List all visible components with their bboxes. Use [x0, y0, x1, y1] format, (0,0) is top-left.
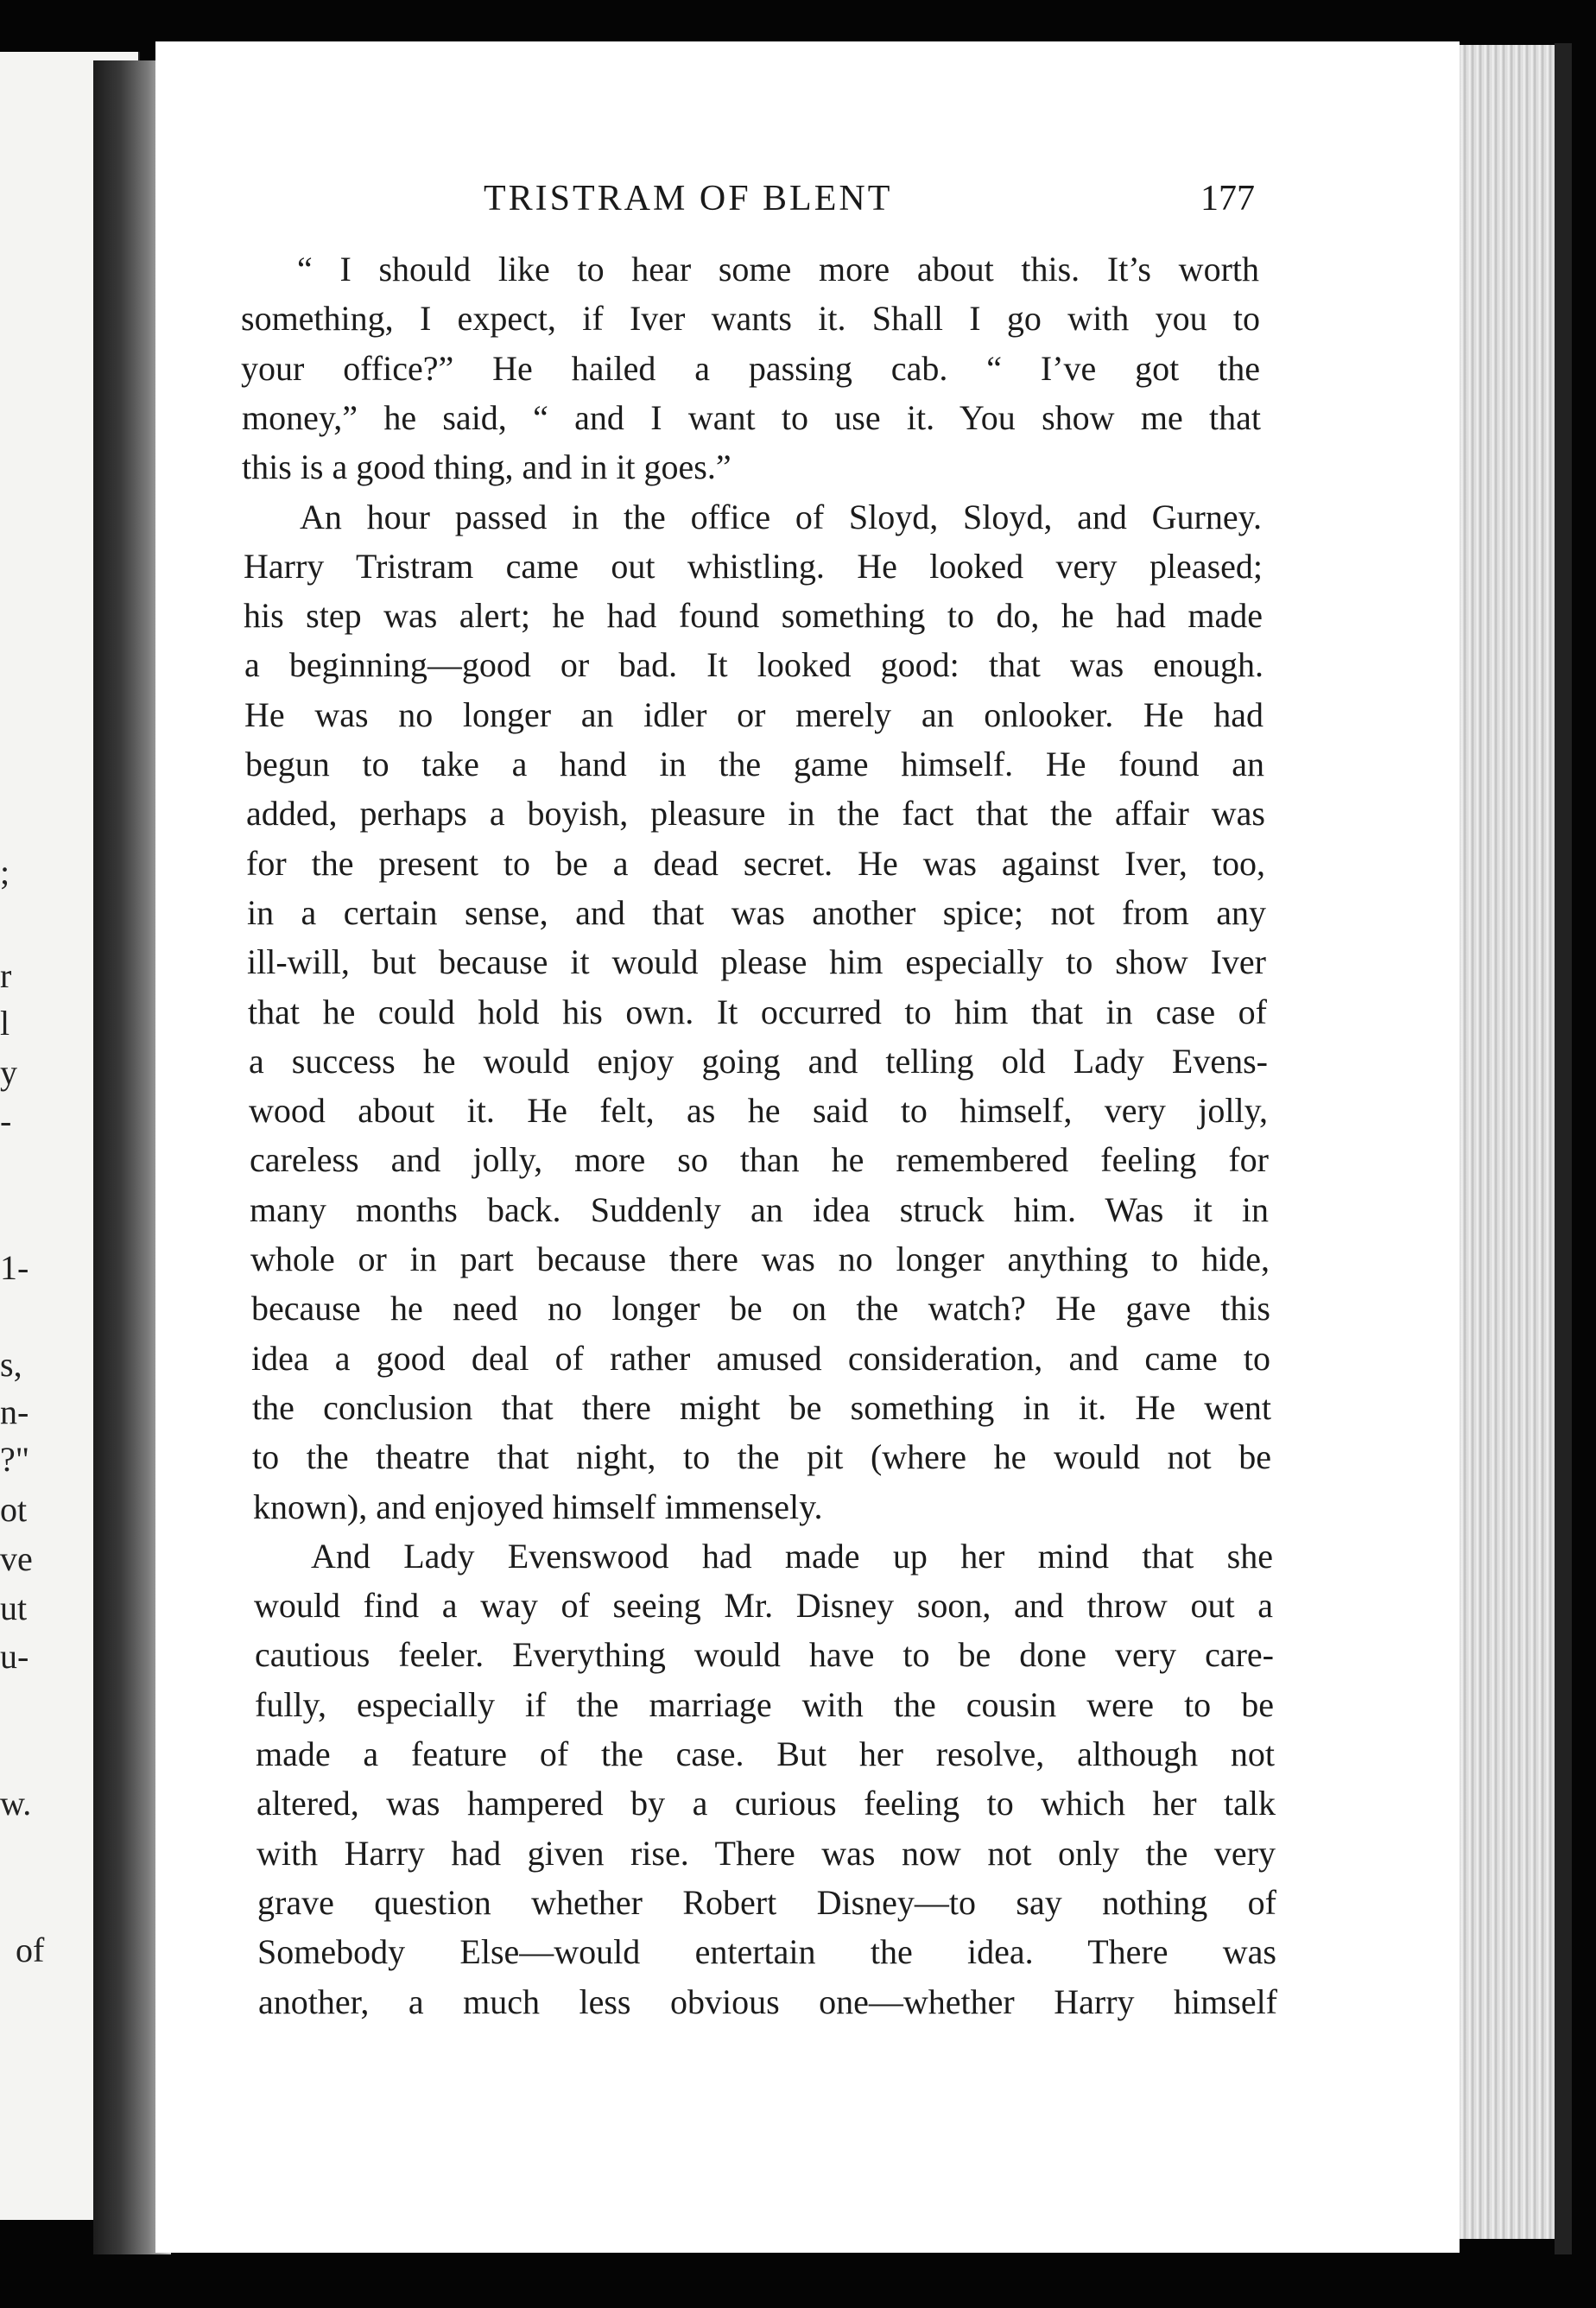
text-line: idea a good deal of rather amused consideration, and came to: [251, 1339, 1270, 1378]
text-line: a success he would enjoy going and telling old Lady Evens-: [249, 1042, 1268, 1081]
text-line: because he need no longer be on the watch? He gave this: [251, 1289, 1270, 1328]
text-line: his step was alert; he had found something to do, he had made: [244, 596, 1263, 635]
text-line: whole or in part because there was no longer anything to hide,: [250, 1240, 1270, 1278]
page-number: 177: [1200, 179, 1255, 219]
left-page-fragment: ot: [0, 1490, 28, 1529]
text-line: altered, was hampered by a curious feeling to which her talk: [256, 1784, 1276, 1823]
text-line: money,” he said, “ and I want to use it. You show me that: [242, 398, 1261, 437]
book-cover-edge: [1555, 43, 1572, 2254]
left-page-fragment: ve: [0, 1539, 33, 1578]
text-line: made a feature of the case. But her resolve, although not: [256, 1734, 1275, 1773]
text-line: another, a much less obvious one—whether Harry himself: [258, 1982, 1277, 2021]
left-page-fragment: s,: [0, 1345, 22, 1384]
text-line: “ I should like to hear some more about this. It’s worth: [297, 250, 1259, 288]
page-stack-edge: [1460, 45, 1555, 2239]
left-page-fragment: ut: [0, 1588, 28, 1627]
left-page-fragment: ?": [0, 1440, 30, 1479]
left-page-fragment: w.: [0, 1784, 32, 1823]
text-line: would find a way of seeing Mr. Disney soon, and throw out a: [254, 1586, 1273, 1625]
text-line: known), and enjoyed himself immensely.: [253, 1487, 823, 1526]
text-line: begun to take a hand in the game himself. He found an: [245, 745, 1264, 783]
text-line: ill-will, but because it would please him especially to show Iver: [247, 942, 1266, 981]
text-line: Harry Tristram came out whistling. He looked very pleased;: [244, 547, 1263, 586]
left-page-fragment: of: [16, 1931, 45, 1969]
left-page-fragment: -: [0, 1101, 12, 1140]
left-page-fragment: r: [0, 956, 12, 995]
text-line: careless and jolly, more so than he remembered feeling for: [250, 1140, 1269, 1179]
left-page-fragment: ;: [0, 853, 10, 891]
text-line: fully, especially if the marriage with the cousin were to be: [255, 1685, 1274, 1724]
left-page-fragment: 1-: [0, 1248, 29, 1287]
text-line: that he could hold his own. It occurred to him that in case of: [248, 992, 1267, 1031]
text-line: something, I expect, if Iver wants it. Shall I go with you to: [241, 299, 1260, 338]
text-line: the conclusion that there might be something in it. He went: [252, 1388, 1271, 1427]
text-line: for the present to be a dead secret. He was against Iver, too,: [246, 844, 1265, 883]
text-line: He was no longer an idler or merely an onlooker. He had: [244, 695, 1264, 734]
left-page-fragment: l: [0, 1004, 10, 1043]
text-line: in a certain sense, and that was another spice; not from any: [247, 893, 1266, 932]
text-line: with Harry had given rise. There was now not only the very: [256, 1834, 1276, 1873]
text-line: Somebody Else—would entertain the idea. There was: [257, 1932, 1276, 1971]
text-line: this is a good thing, and in it goes.”: [242, 447, 732, 486]
text-line: wood about it. He felt, as he said to himself, very jolly,: [249, 1091, 1268, 1130]
running-head-title: TRISTRAM OF BLENT: [484, 179, 893, 219]
text-line: many months back. Suddenly an idea struck him. Was it in: [250, 1190, 1269, 1229]
text-line: And Lady Evenswood had made up her mind that she: [311, 1537, 1273, 1576]
text-line: to the theatre that night, to the pit (where he would not be: [252, 1437, 1271, 1476]
text-line: An hour passed in the office of Sloyd, Sloyd, and Gurney.: [300, 498, 1262, 536]
left-page-fragment: u-: [0, 1637, 29, 1676]
left-page-fragment: n-: [0, 1392, 29, 1431]
left-page-fragment: y: [0, 1053, 17, 1092]
text-line: grave question whether Robert Disney—to say nothing of: [257, 1883, 1276, 1922]
text-line: a beginning—good or bad. It looked good: that was enough.: [244, 645, 1264, 684]
text-line: your office?” He hailed a passing cab. “ I’ve got the: [241, 349, 1260, 388]
text-line: added, perhaps a boyish, pleasure in the fact that the affair was: [246, 794, 1265, 833]
text-line: cautious feeler. Everything would have to be done very care-: [255, 1635, 1274, 1674]
